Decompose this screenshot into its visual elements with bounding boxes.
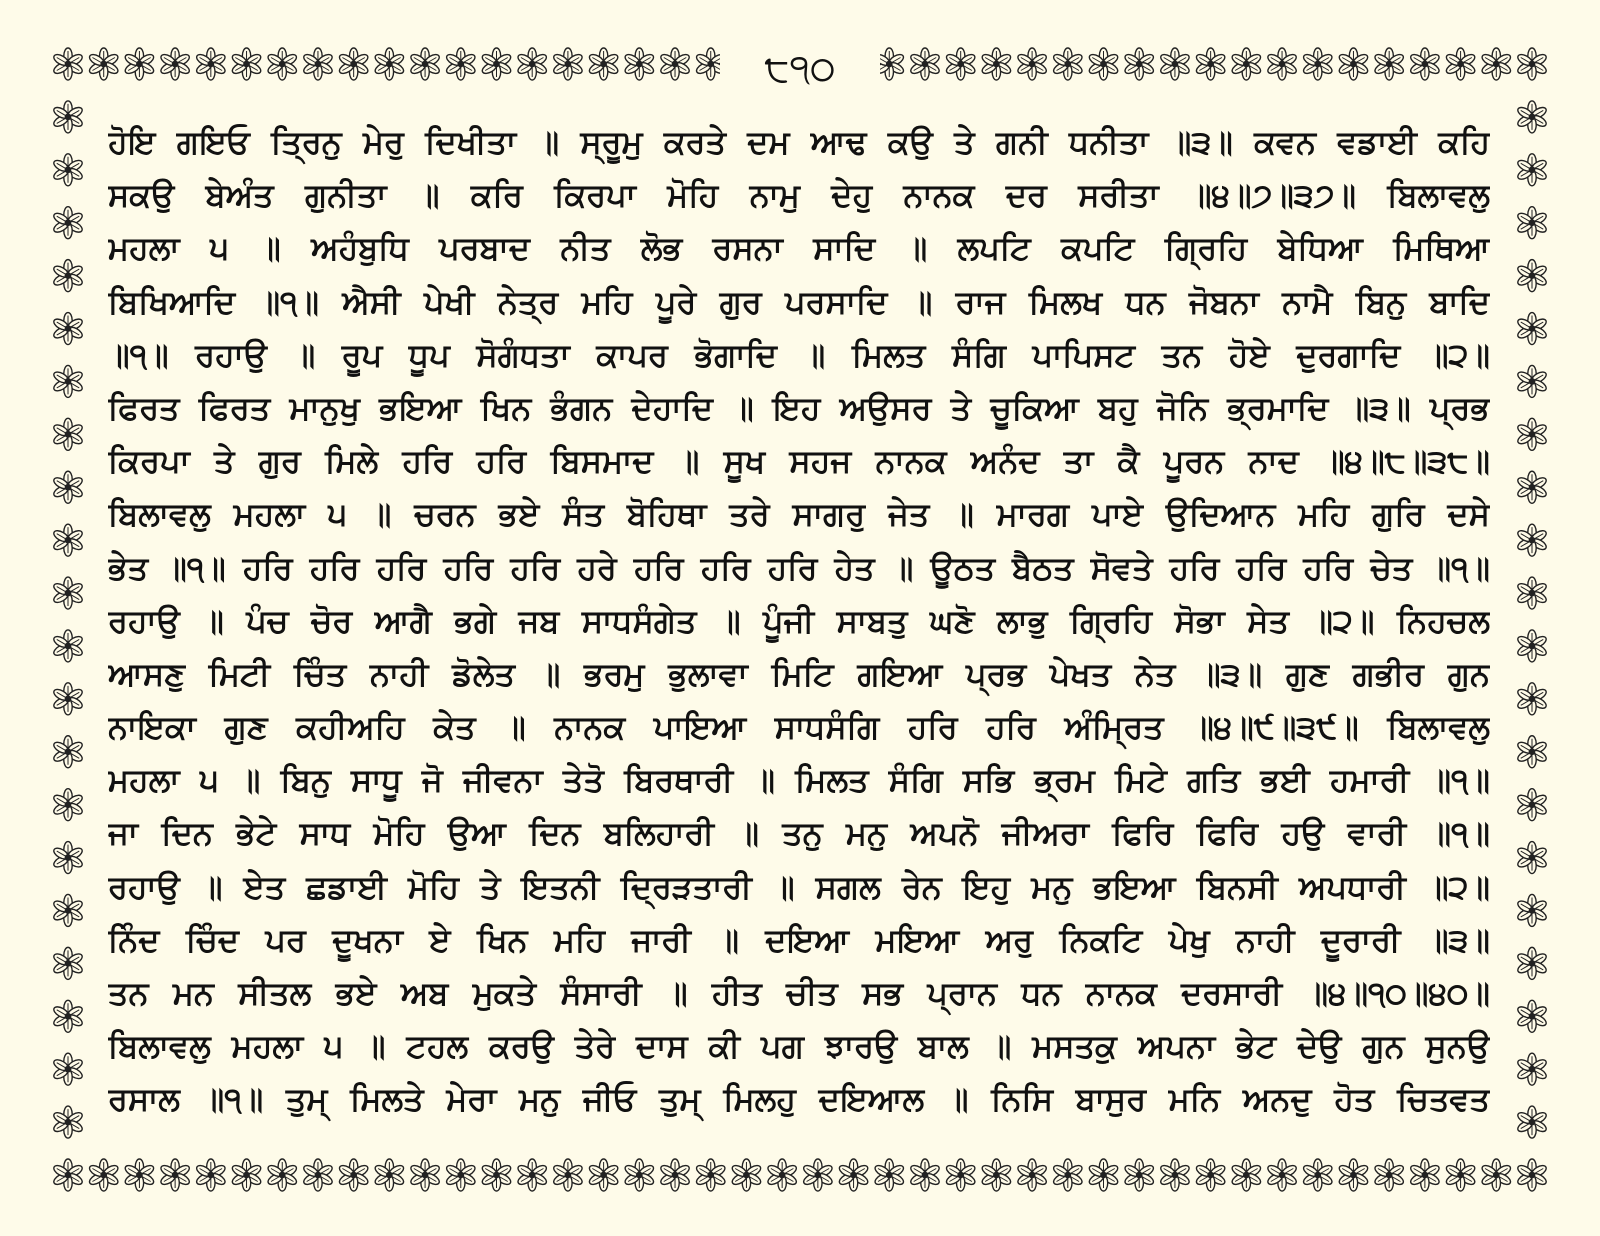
flower-ornament-icon <box>552 1159 584 1191</box>
flower-ornament-icon <box>1195 48 1227 80</box>
flower-ornament-icon <box>1409 48 1441 80</box>
flower-ornament-icon <box>1480 48 1512 80</box>
text-line: ਬਿਲਾਵਲੁ ਮਹਲਾ ੫ ॥ ਟਹਲ ਕਰਉ ਤੇਰੇ ਦਾਸ ਕੀ ਪਗ ਝਾਰਉ ਬਾਲ ॥ ਮਸਤਕੁ ਅਪਨਾ ਭੇਟ ਦੇਉ ਗੁਨ ਸੁਨਉ <box>108 1027 1490 1066</box>
flower-ornament-icon <box>1516 471 1548 503</box>
flower-ornament-icon <box>52 48 84 80</box>
flower-ornament-icon <box>52 471 84 503</box>
flower-ornament-icon <box>481 1159 513 1191</box>
flower-ornament-icon <box>195 48 227 80</box>
text-line: ਬਿਖਿਆਦਿ ॥੧॥ ਐਸੀ ਪੇਖੀ ਨੇਤ੍ਰ ਮਹਿ ਪੂਰੇ ਗੁਰ ਪਰਸਾਦਿ ॥ ਰਾਜ ਮਿਲਖ ਧਨ ਜੋਬਨਾ ਨਾਮੈ ਬਿਨੁ ਬਾਦਿ <box>108 282 1490 321</box>
flower-ornament-icon <box>1052 48 1084 80</box>
flower-ornament-icon <box>838 1159 870 1191</box>
flower-ornament-icon <box>1516 1159 1548 1191</box>
text-line: ਰਹਾਉ ॥ ਏਤ ਛਡਾਈ ਮੋਹਿ ਤੇ ਇਤਨੀ ਦ੍ਰਿੜਤਾਰੀ ॥ ਸਗਲ ਰੇਨ ਇਹੁ ਮਨੁ ਭਇਆ ਬਿਨਸੀ ਅਪਧਾਰੀ ॥੨॥ <box>108 867 1490 906</box>
text-line: ਜਾ ਦਿਨ ਭੇਟੇ ਸਾਧ ਮੋਹਿ ਉਆ ਦਿਨ ਬਲਿਹਾਰੀ ॥ ਤਨੁ ਮਨੁ ਅਪਨੋ ਜੀਅਰਾ ਫਿਰਿ ਫਿਰਿ ਹਉ ਵਾਰੀ ॥੧॥ <box>108 814 1490 853</box>
flower-ornament-icon <box>945 48 977 80</box>
flower-ornament-icon <box>909 48 941 80</box>
flower-ornament-icon <box>123 48 155 80</box>
flower-ornament-icon <box>52 313 84 345</box>
flower-ornament-icon <box>1516 101 1548 133</box>
flower-ornament-icon <box>1516 1106 1548 1138</box>
flower-ornament-icon <box>1516 947 1548 979</box>
flower-ornament-icon <box>1516 313 1548 345</box>
flower-ornament-icon <box>52 260 84 292</box>
flower-ornament-icon <box>52 947 84 979</box>
text-line: ਭੇਤ ॥੧॥ ਹਰਿ ਹਰਿ ਹਰਿ ਹਰਿ ਹਰਿ ਹਰੇ ਹਰਿ ਹਰਿ ਹਰਿ ਹੇਤ ॥ ਊਠਤ ਬੈਠਤ ਸੋਵਤੇ ਹਰਿ ਹਰਿ ਹਰਿ ਚੇਤ ॥੧॥ <box>108 548 1490 587</box>
flower-ornament-icon <box>1052 1159 1084 1191</box>
flower-ornament-icon <box>338 48 370 80</box>
flower-ornament-icon <box>302 1159 334 1191</box>
flower-ornament-icon <box>1445 48 1477 80</box>
text-line: ਬਿਲਾਵਲੁ ਮਹਲਾ ੫ ॥ ਚਰਨ ਭਏ ਸੰਤ ਬੋਹਿਥਾ ਤਰੇ ਸਾਗਰੁ ਜੇਤ ॥ ਮਾਰਗ ਪਾਏ ਉਦਿਆਨ ਮਹਿ ਗੁਰਿ ਦਸੇ <box>108 495 1490 534</box>
flower-ornament-icon <box>52 1159 84 1191</box>
flower-ornament-icon <box>1266 48 1298 80</box>
flower-ornament-icon <box>52 101 84 133</box>
flower-ornament-icon <box>409 1159 441 1191</box>
flower-ornament-icon <box>588 48 620 80</box>
flower-ornament-icon <box>1516 48 1548 80</box>
flower-ornament-icon <box>1516 418 1548 450</box>
flower-ornament-icon <box>1159 1159 1191 1191</box>
flower-ornament-icon <box>1516 1053 1548 1085</box>
flower-ornament-icon <box>302 48 334 80</box>
flower-ornament-icon <box>623 48 655 80</box>
flower-ornament-icon <box>1516 630 1548 662</box>
flower-ornament-icon <box>1480 1159 1512 1191</box>
flower-ornament-icon <box>873 1159 905 1191</box>
flower-ornament-icon <box>1445 1159 1477 1191</box>
flower-ornament-icon <box>52 894 84 926</box>
flower-ornament-icon <box>1516 1000 1548 1032</box>
flower-ornament-icon <box>1516 154 1548 186</box>
flower-ornament-icon <box>516 48 548 80</box>
flower-ornament-icon <box>1373 1159 1405 1191</box>
text-line: ਸਕਉ ਬੇਅੰਤ ਗੁਨੀਤਾ ॥ ਕਰਿ ਕਿਰਪਾ ਮੋਹਿ ਨਾਮੁ ਦੇਹੁ ਨਾਨਕ ਦਰ ਸਰੀਤਾ ॥੪॥੭॥੩੭॥ ਬਿਲਾਵਲੁ <box>108 176 1490 215</box>
flower-ornament-icon <box>1516 260 1548 292</box>
flower-ornament-icon <box>1516 894 1548 926</box>
text-line: ਆਸਣੁ ਮਿਟੀ ਚਿੰਤ ਨਾਹੀ ਡੋਲੇਤ ॥ ਭਰਮੁ ਭੁਲਾਵਾ ਮਿਟਿ ਗਇਆ ਪ੍ਰਭ ਪੇਖਤ ਨੇਤ ॥੩॥ ਗੁਣ ਗਭੀਰ ਗੁਨ <box>108 654 1490 693</box>
flower-ornament-icon <box>159 1159 191 1191</box>
flower-ornament-icon <box>623 1159 655 1191</box>
flower-ornament-icon <box>52 207 84 239</box>
text-line: ਹੋਇ ਗਇਓ ਤ੍ਰਿਨੁ ਮੇਰੁ ਦਿਖੀਤਾ ॥ ਸ੍ਰੂਮੁ ਕਰਤੇ ਦਮ ਆਢ ਕਉ ਤੇ ਗਨੀ ਧਨੀਤਾ ॥੩॥ ਕਵਨ ਵਡਾਈ ਕਹਿ <box>108 123 1490 161</box>
flower-ornament-icon <box>1123 48 1155 80</box>
flower-ornament-icon <box>231 1159 263 1191</box>
flower-ornament-icon <box>1088 48 1120 80</box>
flower-ornament-icon <box>52 842 84 874</box>
flower-ornament-icon <box>373 1159 405 1191</box>
flower-ornament-icon <box>88 1159 120 1191</box>
flower-ornament-icon <box>1516 789 1548 821</box>
flower-ornament-icon <box>373 48 405 80</box>
flower-ornament-icon <box>266 1159 298 1191</box>
flower-ornament-icon <box>52 418 84 450</box>
flower-ornament-icon <box>1302 48 1334 80</box>
flower-ornament-icon <box>1195 1159 1227 1191</box>
flower-ornament-icon <box>695 1159 727 1191</box>
text-line: ਕਿਰਪਾ ਤੇ ਗੁਰ ਮਿਲੇ ਹਰਿ ਹਰਿ ਬਿਸਮਾਦ ॥ ਸੂਖ ਸਹਜ ਨਾਨਕ ਅਨੰਦ ਤਾ ਕੈ ਪੂਰਨ ਨਾਦ ॥੪॥੮॥੩੮॥ <box>108 442 1490 481</box>
flower-ornament-icon <box>1016 1159 1048 1191</box>
flower-ornament-icon <box>659 1159 691 1191</box>
flower-ornament-icon <box>1088 1159 1120 1191</box>
flower-ornament-icon <box>445 48 477 80</box>
flower-ornament-icon <box>409 48 441 80</box>
scripture-text <box>108 116 1490 1127</box>
flower-ornament-icon <box>88 48 120 80</box>
text-line: ਫਿਰਤ ਫਿਰਤ ਮਾਨੁਖੁ ਭਇਆ ਖਿਨ ਭੰਗਨ ਦੇਹਾਦਿ ॥ ਇਹ ਅਉਸਰ ਤੇ ਚੂਕਿਆ ਬਹੁ ਜੋਨਿ ਭ੍ਰਮਾਦਿ ॥੩॥ ਪ੍ਰਭ <box>108 388 1490 427</box>
flower-ornament-icon <box>1516 683 1548 715</box>
flower-ornament-icon <box>159 48 191 80</box>
flower-ornament-icon <box>802 1159 834 1191</box>
flower-ornament-icon <box>445 1159 477 1191</box>
flower-ornament-icon <box>1516 577 1548 609</box>
flower-ornament-icon <box>52 683 84 715</box>
flower-ornament-icon <box>1516 207 1548 239</box>
flower-ornament-icon <box>659 48 691 80</box>
flower-ornament-icon <box>552 48 584 80</box>
page-number: ੮੧੦ <box>720 36 880 100</box>
flower-ornament-icon <box>1409 1159 1441 1191</box>
flower-ornament-icon <box>52 577 84 609</box>
flower-ornament-icon <box>52 1000 84 1032</box>
flower-ornament-icon <box>1516 736 1548 768</box>
text-line: ਤਨ ਮਨ ਸੀਤਲ ਭਏ ਅਬ ਮੁਕਤੇ ਸੰਸਾਰੀ ॥ ਹੀਤ ਚੀਤ ਸਭ ਪ੍ਰਾਨ ਧਨ ਨਾਨਕ ਦਰਸਾਰੀ ॥੪॥੧੦॥੪੦॥ <box>108 974 1490 1012</box>
flower-ornament-icon <box>1266 1159 1298 1191</box>
flower-ornament-icon <box>1516 842 1548 874</box>
flower-ornament-icon <box>52 154 84 186</box>
flower-ornament-icon <box>1373 48 1405 80</box>
flower-ornament-icon <box>730 1159 762 1191</box>
text-line: ਮਹਲਾ ੫ ॥ ਅਹੰਬੁਧਿ ਪਰਬਾਦ ਨੀਤ ਲੋਭ ਰਸਨਾ ਸਾਦਿ ॥ ਲਪਟਿ ਕਪਟਿ ਗ੍ਰਿਹਿ ਬੇਧਿਆ ਮਿਥਿਆ <box>108 229 1490 268</box>
flower-ornament-icon <box>1016 48 1048 80</box>
flower-ornament-icon <box>52 1053 84 1085</box>
text-line: ॥੧॥ ਰਹਾਉ ॥ ਰੂਪ ਧੂਪ ਸੋਗੰਧਤਾ ਕਾਪਰ ਭੋਗਾਦਿ ॥ ਮਿਲਤ ਸੰਗਿ ਪਾਪਿਸਟ ਤਨ ਹੋਏ ਦੁਰਗਾਦਿ ॥੨॥ <box>108 335 1490 374</box>
flower-ornament-icon <box>1302 1159 1334 1191</box>
text-line: ਮਹਲਾ ੫ ॥ ਬਿਨੁ ਸਾਧੂ ਜੋ ਜੀਵਨਾ ਤੇਤੋ ਬਿਰਥਾਰੀ ॥ ਮਿਲਤ ਸੰਗਿ ਸਭਿ ਭ੍ਰਮ ਮਿਟੇ ਗਤਿ ਭਈ ਹਮਾਰੀ ॥੧॥ <box>108 761 1490 800</box>
flower-ornament-icon <box>1516 365 1548 397</box>
flower-ornament-icon <box>588 1159 620 1191</box>
flower-ornament-icon <box>52 524 84 556</box>
text-line: ਰਸਾਲ ॥੧॥ ਤੁਮ੍ ਮਿਲਤੇ ਮੇਰਾ ਮਨੁ ਜੀਓ ਤੁਮ੍ ਮਿਲਹੁ ਦਇਆਲ ॥ ਨਿਸਿ ਬਾਸੁਰ ਮਨਿ ਅਨਦੁ ਹੋਤ ਚਿਤਵਤ <box>108 1080 1490 1119</box>
flower-ornament-icon <box>1230 48 1262 80</box>
flower-ornament-icon <box>52 736 84 768</box>
flower-ornament-icon <box>195 1159 227 1191</box>
text-line: ਨਾਇਕਾ ਗੁਣ ਕਹੀਅਹਿ ਕੇਤ ॥ ਨਾਨਕ ਪਾਇਆ ਸਾਧਸੰਗਿ ਹਰਿ ਹਰਿ ਅੰਮ੍ਰਿਤ ॥੪॥੯॥੩੯॥ ਬਿਲਾਵਲੁ <box>108 708 1490 747</box>
flower-ornament-icon <box>266 48 298 80</box>
flower-ornament-icon <box>909 1159 941 1191</box>
text-line: ਨਿੰਦ ਚਿੰਦ ਪਰ ਦੂਖਨਾ ਏ ਖਿਨ ਮਹਿ ਜਾਰੀ ॥ ਦਇਆ ਮਇਆ ਅਰੁ ਨਿਕਟਿ ਪੇਖੁ ਨਾਹੀ ਦੂਰਾਰੀ ॥੩॥ <box>108 920 1490 959</box>
flower-ornament-icon <box>231 48 263 80</box>
flower-ornament-icon <box>123 1159 155 1191</box>
flower-ornament-icon <box>945 1159 977 1191</box>
flower-ornament-icon <box>516 1159 548 1191</box>
flower-ornament-icon <box>1230 1159 1262 1191</box>
flower-ornament-icon <box>980 1159 1012 1191</box>
flower-ornament-icon <box>1338 48 1370 80</box>
flower-ornament-icon <box>766 1159 798 1191</box>
flower-ornament-icon <box>52 789 84 821</box>
flower-ornament-icon <box>1123 1159 1155 1191</box>
flower-ornament-icon <box>338 1159 370 1191</box>
flower-ornament-icon <box>1338 1159 1370 1191</box>
flower-ornament-icon <box>52 630 84 662</box>
flower-ornament-icon <box>1516 524 1548 556</box>
flower-ornament-icon <box>481 48 513 80</box>
flower-ornament-icon <box>1159 48 1191 80</box>
flower-ornament-icon <box>980 48 1012 80</box>
flower-ornament-icon <box>52 365 84 397</box>
text-line: ਰਹਾਉ ॥ ਪੰਚ ਚੋਰ ਆਗੈ ਭਗੇ ਜਬ ਸਾਧਸੰਗੇਤ ॥ ਪੂੰਜੀ ਸਾਬਤੁ ਘਣੋ ਲਾਭੁ ਗ੍ਰਿਹਿ ਸੋਭਾ ਸੇਤ ॥੨॥ ਨਿਹਚਲ <box>108 601 1490 640</box>
flower-ornament-icon <box>52 1106 84 1138</box>
